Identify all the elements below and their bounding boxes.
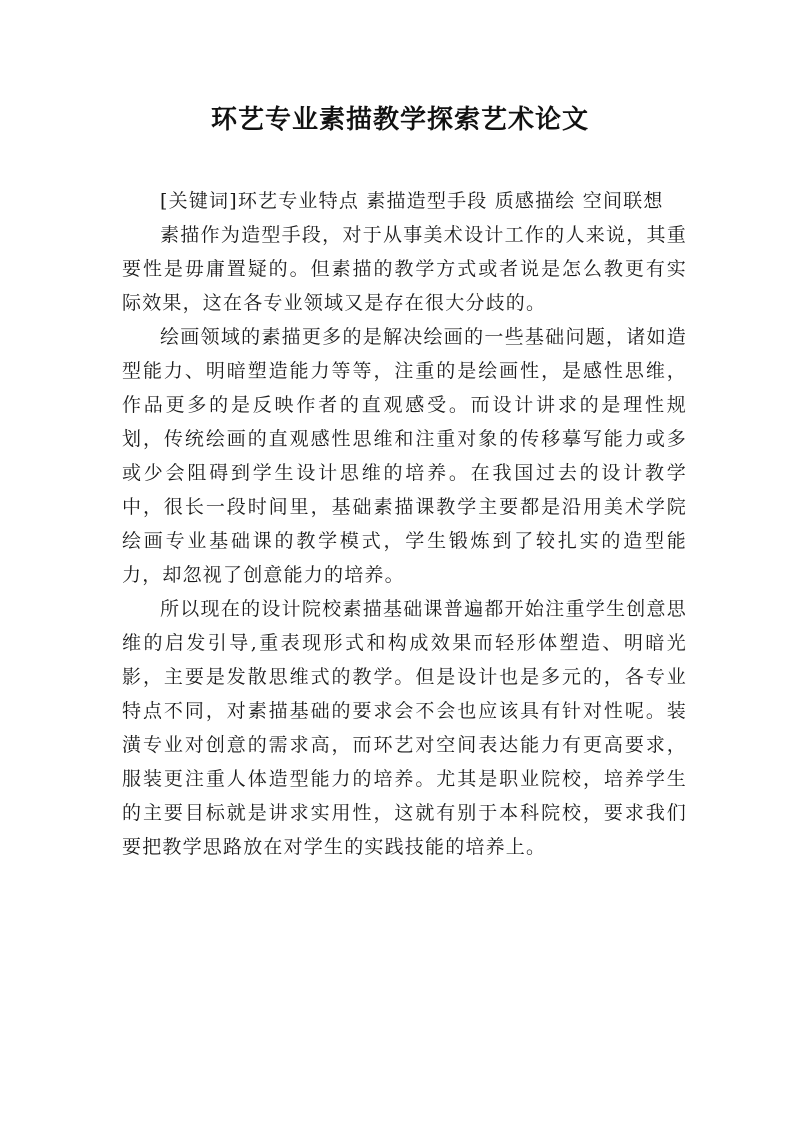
body-paragraph-3: 所以现在的设计院校素描基础课普遍都开始注重学生创意思维的启发引导,重表现形式和构成效果而轻形体塑造、明暗光影，主要是发散思维式的教学。但是设计也是多元的，各专业特点不同，对素描基础的要求会不会也应该具有针对性呢。装潢专业对创意的需求高，而环艺对空间表达能力有更高要求，服装更注重人体造型能力的培养。尤其是职业院校，培养学生的主要目标就是讲求实用性，这就有别于本科院校，要求我们要把教学思路放在对学生的实践技能的培养上。: [122, 598, 687, 858]
document-body: [122, 184, 687, 864]
body-paragraph-1: 素描作为造型手段，对于从事美术设计工作的人来说，其重要性是毋庸置疑的。但素描的教学方式或者说是怎么教更有实际效果，这在各专业领域又是存在很大分歧的。: [122, 224, 687, 314]
body-paragraph-2: 绘画领域的素描更多的是解决绘画的一些基础问题，诸如造型能力、明暗塑造能力等等，注重的是绘画性，是感性思维，作品更多的是反映作者的直观感受。而设计讲求的是理性规划，传统绘画的直观感性思维和注重对象的传移摹写能力或多或少会阻碍到学生设计思维的培养。在我国过去的设计教学中，很长一段时间里，基础素描课教学主要都是沿用美术学院绘画专业基础课的教学模式，学生锻炼到了较扎实的造型能力，却忽视了创意能力的培养。: [122, 326, 687, 586]
keywords-paragraph: [关键词]环艺专业特点 素描造型手段 质感描绘 空间联想: [160, 190, 664, 212]
document-title: 环艺专业素描教学探索艺术论文: [210, 105, 589, 135]
